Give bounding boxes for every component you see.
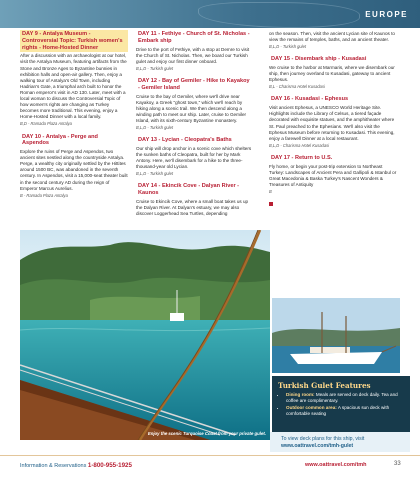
page-number: 33: [394, 461, 401, 467]
day-10: [20, 133, 128, 199]
day-12: [136, 77, 254, 131]
day-meals: B - Ramada Plaza Antalya: [20, 192, 68, 198]
day-meals: B,L,D - Charisma Hotel Kusadasi: [269, 142, 330, 148]
day-body: Cruise to Ekincik Cove, where a small boat takes us up the Dalyan River. At Dalyan's estuary, we may also discover Loggerhead Sea Turtles, depending: [136, 198, 249, 217]
day-title: DAY 16 - Kusadasi - Ephesus: [271, 96, 349, 103]
day-body: Our ship will drop anchor in a scenic cove which shelters the sunken baths of Cleopatra, built for her by Mark Antony. Here, we'll disembark for a hike to the three-thousand-year old Lycian.: [136, 145, 252, 170]
day-title: DAY 12 - Bay of Gemiler - Hike to Kayakoy - Gemiler Island: [138, 77, 250, 91]
deck-plans-link[interactable]: www.oattravel.com/tmh-gulet: [281, 442, 354, 449]
day-17: [269, 154, 397, 195]
day-15: [269, 55, 397, 90]
day-body: Drive to the port of Fethiye, with a stop at Demre to visit the Church of St. Nicholas. Then, we board our Turkish gulet and enjoy our first dinner onboard.: [136, 46, 250, 64]
day-title: DAY 10 - Antalya - Perge and Aspendos: [22, 133, 98, 147]
features-title: Turkish Gulet Features: [278, 381, 371, 390]
header-banner: [0, 0, 420, 28]
deck-plans-text-block: [281, 436, 364, 450]
end-mark-icon: [269, 202, 273, 206]
day-meals: B,L - Charisma Hotel Kusadasi: [269, 84, 325, 90]
day-meals: B,L,D - Turkish gulet: [136, 65, 174, 71]
footer-website-link[interactable]: www.oattravel.com/tmh: [305, 462, 367, 468]
feature-text: Meals are served on deck daily. Tea and coffee are complimentary.: [286, 392, 398, 403]
day-title: DAY 14 - Ekincik Cove - Dalyan River - Kaunos: [138, 183, 240, 197]
day-meals: B: [269, 189, 272, 195]
day-13: [136, 136, 254, 177]
day-title: DAY 13 - Lycian - Cleopatra's Baths: [138, 137, 232, 144]
deck-plans-text: To view deck plans for this ship, visit: [281, 436, 365, 442]
day-title: DAY 17 - Return to U.S.: [271, 154, 333, 161]
day-meals: B,L,D - Turkish gulet: [136, 125, 174, 131]
gulet-ship-photo: [272, 298, 400, 373]
day-9: [20, 30, 128, 128]
day-body: Fly home, or begin your post-trip extension to Northeast Turkey: Landscapes of Ancient Pera and Gallipoli & Istanbul or Great Macedonia & Baska Turkey's Nascent Wonders & Treasures of Antiquity: [269, 163, 397, 187]
day-14-continued: [269, 31, 397, 50]
day-title: DAY 11 - Fethiye - Church of St. Nicholas - Embark ship: [138, 31, 250, 44]
itinerary-column-2: [136, 30, 254, 222]
feature-text: A spacious sun deck with comfortable seating: [286, 405, 390, 416]
day-body: Cruise to the bay of Gemiler, where we'll drive near Kayakoy, a Greek "ghost town," which we'll reach by hiking along a scenic trail. We then descend along a winding path to meet our ship. Later, cruise to Gemiler Island, with its sixth-century Byzantine monastery.: [136, 93, 247, 123]
footer-divider: [0, 455, 420, 456]
day-body: Explore the ruins of Perge and Aspendos, two ancient sites nestled along the countryside Antalya. Perge, a wealthy city originally settled by the Hittites around 1500 BC, was abandoned in the seventh century. In Aspendos, visit a 15,000-seat theater built in the second century AD during the reign of Emperor Marcus Aurelius.: [20, 149, 128, 191]
feature-item: [286, 405, 404, 417]
gulet-cove-photo: [20, 230, 270, 440]
features-list: [272, 392, 410, 417]
photo-caption: Enjoy the scenic Turquoise Coast from your private gulet.: [147, 431, 266, 436]
day-meals: B,L,D - Turkish gulet: [269, 44, 307, 50]
itinerary-column-3: [269, 30, 397, 208]
day-body: We cruise to the harbor at Marmaris, where we disembark our ship, then journey overland to Kusadasi, gateway to ancient Ephesus.: [269, 65, 395, 83]
feature-label: Outdoor common area:: [286, 405, 337, 410]
feature-item: [286, 392, 404, 404]
day-11: [136, 30, 254, 72]
day-body: Visit ancient Ephesus, a UNESCO World Heritage Site. Highlights include the Library of Celsus, a tiered façade decorated with exquisite statues, and the amphitheater where St. Paul preached to the Ephesians. We'll also visit the Ephesus Museum before returning to Kusadasi. This evening, enjoy a farewell Dinner at a local restaurant.: [269, 105, 395, 141]
itinerary-column-1: [20, 30, 128, 204]
deck-plans-callout: [270, 432, 410, 452]
region-label: EUROPE: [365, 10, 408, 19]
day-meals: B,D - Ramada Plaza Antalya: [20, 121, 72, 127]
day-body: After a discussion with an archaeologist at our hotel, visit the Antalya Museum, featuring artifacts from the Stone and Bronze Ages to Byzantine bunnies in exhibition halls and open-air gallery. Then, enjoy a walking tour of Antalya's Old Town, including Hadrian's Gate, a triumphal arch built to honor the Roman emperor's visit in AD 130. Later, meet with a local woman to discuss the Controversial Topic of how women's rights are changing as Turkey becomes more traditional. This evening, enjoy a Home-Hosted Dinner with a local family.: [20, 53, 127, 120]
day-16: [269, 95, 397, 148]
day-title: DAY 15 - Disembark ship - Kusadasi: [271, 56, 367, 63]
day-14: [136, 182, 254, 217]
day-body: on the season. Then, visit the ancient Lycian site of Kaunos to view the remains of temples, baths, and an ancient theater.: [269, 31, 395, 43]
feature-label: Dining room:: [286, 392, 315, 397]
footer-reservations: [20, 462, 132, 469]
reservations-phone[interactable]: 1-800-955-1925: [87, 462, 132, 469]
map-decoration: [198, 2, 360, 28]
day-meals: B,L,D - Turkish gulet: [136, 171, 174, 177]
day-title: DAY 9 - Antalya Museum - Controversial Topic: Turkish women's rights - Home-Hosted Dinner: [20, 30, 128, 52]
reservations-label: Information & Reservations: [20, 463, 87, 469]
